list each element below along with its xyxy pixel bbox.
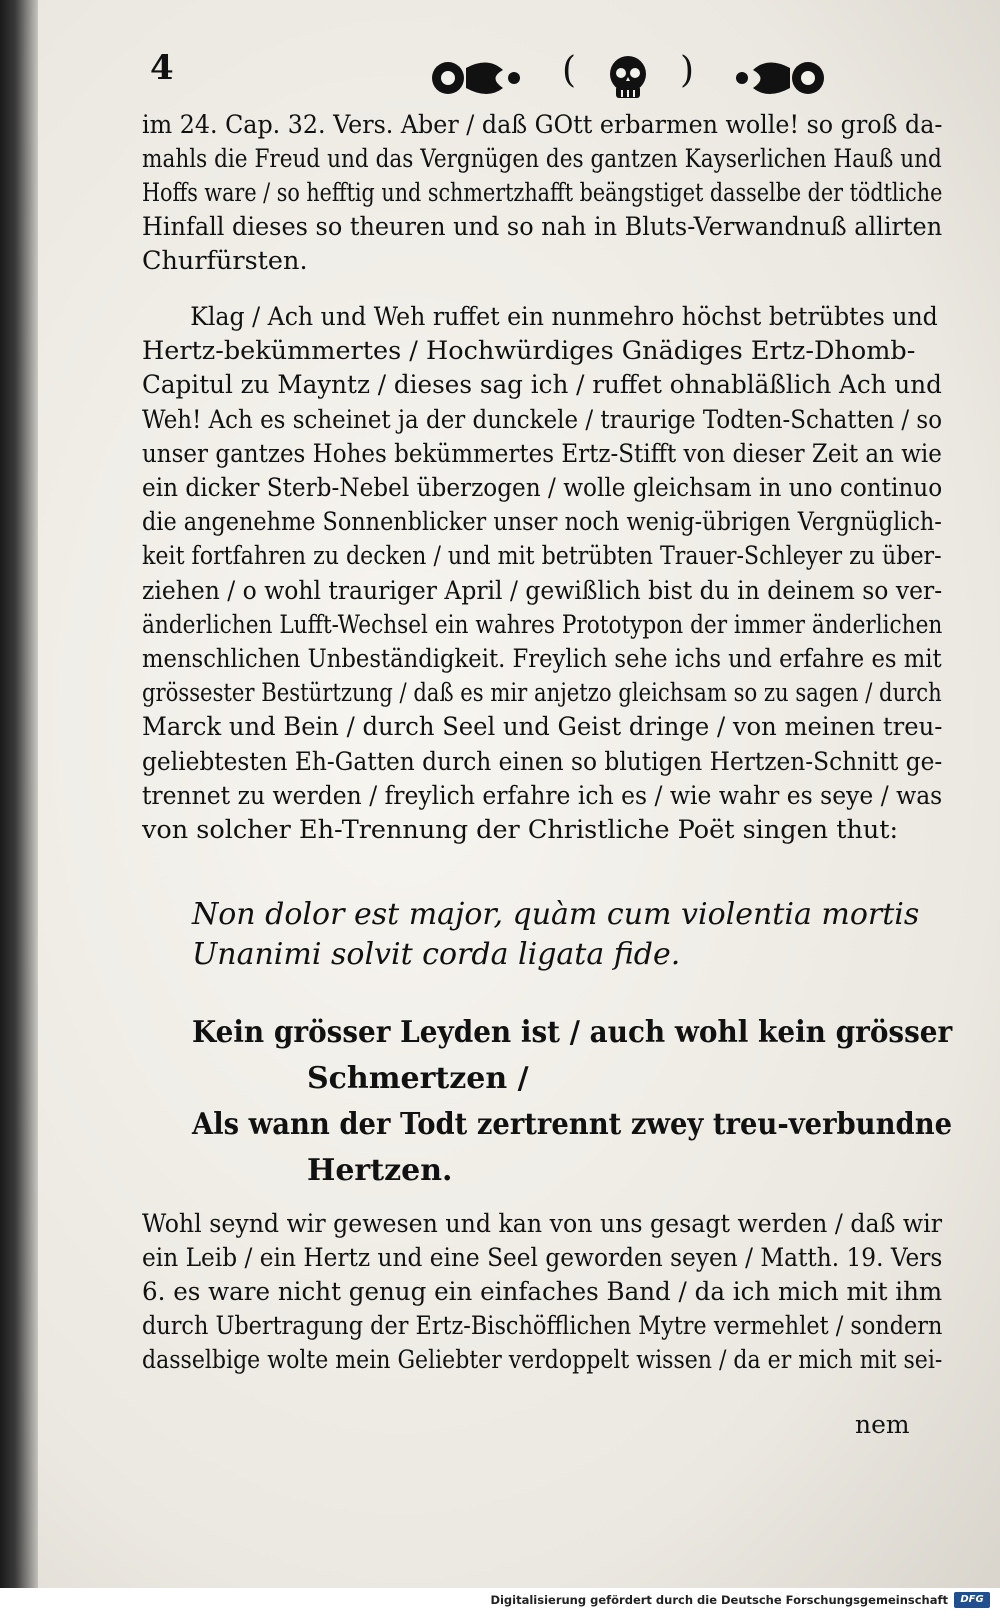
verse-line: Als wann der Todt zertrennt zwey treu-verbundne	[192, 1107, 953, 1142]
text-line: im 24. Cap. 32. Vers. Aber / daß GOtt erbarmen wolle! so groß da-	[142, 110, 943, 140]
latin-verse	[192, 895, 952, 975]
text-line: unser gantzes Hohes bekümmertes Ertz-Stifft von dieser Zeit an wie	[142, 438, 942, 469]
catchword: nem	[855, 1410, 910, 1439]
paragraph-2	[142, 300, 942, 847]
verse-line: Unanimi solvit corda ligata fide.	[192, 937, 681, 972]
header-left-bracket: (	[562, 50, 577, 91]
text-line: menschlichen Unbeständigkeit. Freylich sehe ichs und erfahre es mit	[142, 644, 942, 675]
text-line: Marck und Bein / durch Seel und Geist dringe / von meinen treu-	[142, 712, 943, 743]
verse-line: Kein grösser Leyden ist / auch wohl kein grösser	[192, 1015, 953, 1050]
text-line: Klag / Ach und Weh ruffet ein nunmehro höchst betrübtes und	[190, 302, 938, 332]
text-line: Churfürsten.	[142, 246, 308, 276]
paragraph-1	[142, 108, 942, 278]
text-line: Hertz-bekümmertes / Hochwürdiges Gnädiges Ertz-Dhomb-	[142, 336, 916, 367]
verse-line: Schmertzen /	[307, 1061, 529, 1096]
page-header	[150, 48, 950, 108]
text-line: Weh! Ach es scheinet ja der dunckele / traurige Todten-Schatten / so	[142, 404, 943, 435]
footer-credit: Digitalisierung gefördert durch die Deutsche Forschungsgemeinschaft	[490, 1593, 948, 1607]
text-line: 6. es ware nicht genug ein einfaches Band / da ich mich mit ihm	[142, 1277, 943, 1307]
text-line: trennet zu werden / freylich erfahre ich es / wie wahr es seye / was	[142, 780, 943, 811]
page-number: 4	[150, 48, 174, 88]
text-line: mahls die Freud und das Vergnügen des gantzen Kayserlichen Hauß und	[142, 144, 942, 174]
text-line: Wohl seynd wir gewesen und kan von uns gesagt werden / daß wir	[142, 1209, 943, 1239]
text-line: grössester Bestürtzung / daß es mir anjetzo gleichsam so zu sagen / durch	[142, 678, 942, 709]
text-line: dasselbige wolte mein Geliebter verdoppelt wissen / da er mich mit sei-	[142, 1345, 943, 1375]
text-line: geliebtesten Eh-Gatten durch einen so blutigen Hertzen-Schnitt ge-	[142, 746, 943, 777]
text-line: ein Leib / ein Hertz und eine Seel geworden seyen / Matth. 19. Vers	[142, 1243, 943, 1273]
verse-line: Hertzen.	[307, 1153, 453, 1188]
text-line: ein dicker Sterb-Nebel überzogen / wolle gleichsam in uno continuo	[142, 473, 943, 504]
text-line: Capitul zu Mayntz / dieses sag ich / ruffet ohnabläßlich Ach und	[142, 370, 942, 401]
text-line: Hinfall dieses so theuren und so nah in Bluts-Verwandnuß allirten	[142, 212, 943, 242]
text-line: keit fortfahren zu decken / und mit betrübten Trauer-Schleyer zu über-	[142, 541, 942, 572]
digitization-footer	[0, 1588, 1000, 1616]
page-gutter-shadow	[0, 0, 38, 1616]
paragraph-3	[142, 1207, 942, 1377]
dfg-logo[interactable]: DFG	[954, 1592, 990, 1608]
german-verse	[192, 1010, 952, 1194]
text-line: Hoffs ware / so hefftig und schmertzhafft beängstiget dasselbe der tödtliche	[142, 178, 943, 208]
header-right-bracket: )	[680, 50, 695, 91]
verse-line: Non dolor est major, quàm cum violentia mortis	[192, 897, 920, 932]
skull-ornament-icon	[418, 48, 838, 108]
text-line: von solcher Eh-Trennung der Christliche Poët singen thut:	[142, 815, 899, 846]
text-line: ziehen / o wohl trauriger April / gewißlich bist du in deinem so ver-	[142, 575, 943, 606]
text-line: die angenehme Sonnenblicker unser noch wenig-übrigen Vergnüglich-	[142, 507, 942, 538]
text-line: änderlichen Lufft-Wechsel ein wahres Prototypon der immer änderlichen	[142, 609, 943, 640]
text-line: durch Ubertragung der Ertz-Bischöfflichen Mytre vermehlet / sondern	[142, 1311, 943, 1341]
